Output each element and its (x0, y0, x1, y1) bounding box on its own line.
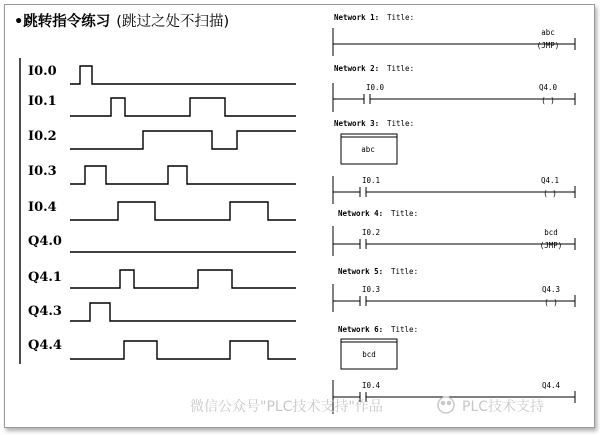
network-4-coil-symbol: (JMP) (539, 241, 563, 250)
waveform-q43 (70, 303, 296, 321)
network-1-coil-label: abc (541, 28, 555, 37)
network-5-coil-label: Q4.3 (541, 285, 561, 294)
signal-label-i03: I0.3 (28, 164, 57, 179)
title-subtitle: (跳过之处不扫描) (116, 14, 230, 30)
signal-label-i04: I0.4 (28, 200, 57, 215)
waveform-i02 (70, 131, 296, 149)
signal-label-q40: Q4.0 (28, 234, 62, 249)
signal-label-i02: I0.2 (28, 129, 57, 144)
network-4-coil-label: bcd (544, 228, 558, 237)
network-3-label-text: abc (361, 145, 375, 154)
waveform-i01 (70, 98, 296, 116)
signal-label-q41: Q4.1 (28, 270, 62, 285)
waveform-q44 (70, 341, 296, 359)
network-1-title: Title: (387, 13, 415, 22)
watermark-logo-icon (438, 397, 454, 413)
signal-label-q44: Q4.4 (28, 338, 62, 353)
network-2-header: Network 2: (334, 64, 380, 73)
waveform-q41 (70, 270, 296, 288)
network-3-header: Network 3: (334, 119, 380, 128)
waveform-i03 (70, 166, 296, 184)
network-2-title: Title: (387, 64, 415, 73)
watermark-logo-text: PLC技术支持 (462, 399, 545, 415)
network-6-contact-label: I0.4 (362, 381, 381, 390)
network-5-coil-symbol: ( ) (544, 298, 558, 307)
network-6-title: Title: (391, 325, 419, 334)
network-2-contact-label: I0.0 (366, 83, 385, 92)
signal-label-q43: Q4.3 (28, 304, 62, 319)
network-6-coil-label: Q4.4 (541, 381, 561, 390)
network-3-coil-label: Q4.1 (540, 176, 560, 185)
network-4-contact-label: I0.2 (362, 228, 381, 237)
waveform-i00 (70, 66, 296, 84)
network-6-header: Network 6: (338, 325, 384, 334)
network-2-coil-symbol: ( ) (541, 96, 555, 105)
network-1-coil-symbol: (JMP) (536, 41, 560, 50)
network-3-contact-label: I0.1 (362, 176, 381, 185)
network-3-coil-symbol: ( ) (543, 189, 557, 198)
network-3-title: Title: (387, 119, 415, 128)
watermark-text: 微信公众号"PLC技术支持"作品 (190, 399, 383, 415)
network-6-label-text: bcd (362, 350, 376, 359)
network-2-coil-label: Q4.0 (538, 83, 558, 92)
waveform-i04 (70, 202, 296, 220)
network-5-title: Title: (391, 267, 419, 276)
network-5-contact-label: I0.3 (362, 285, 381, 294)
signal-label-i01: I0.1 (28, 94, 57, 109)
signal-label-i00: I0.0 (28, 64, 57, 79)
network-5-header: Network 5: (338, 267, 384, 276)
network-4-header: Network 4: (338, 209, 384, 218)
network-4-title: Title: (391, 209, 419, 218)
title-main: •跳转指令练习 (14, 14, 111, 30)
network-1-header: Network 1: (334, 13, 380, 22)
